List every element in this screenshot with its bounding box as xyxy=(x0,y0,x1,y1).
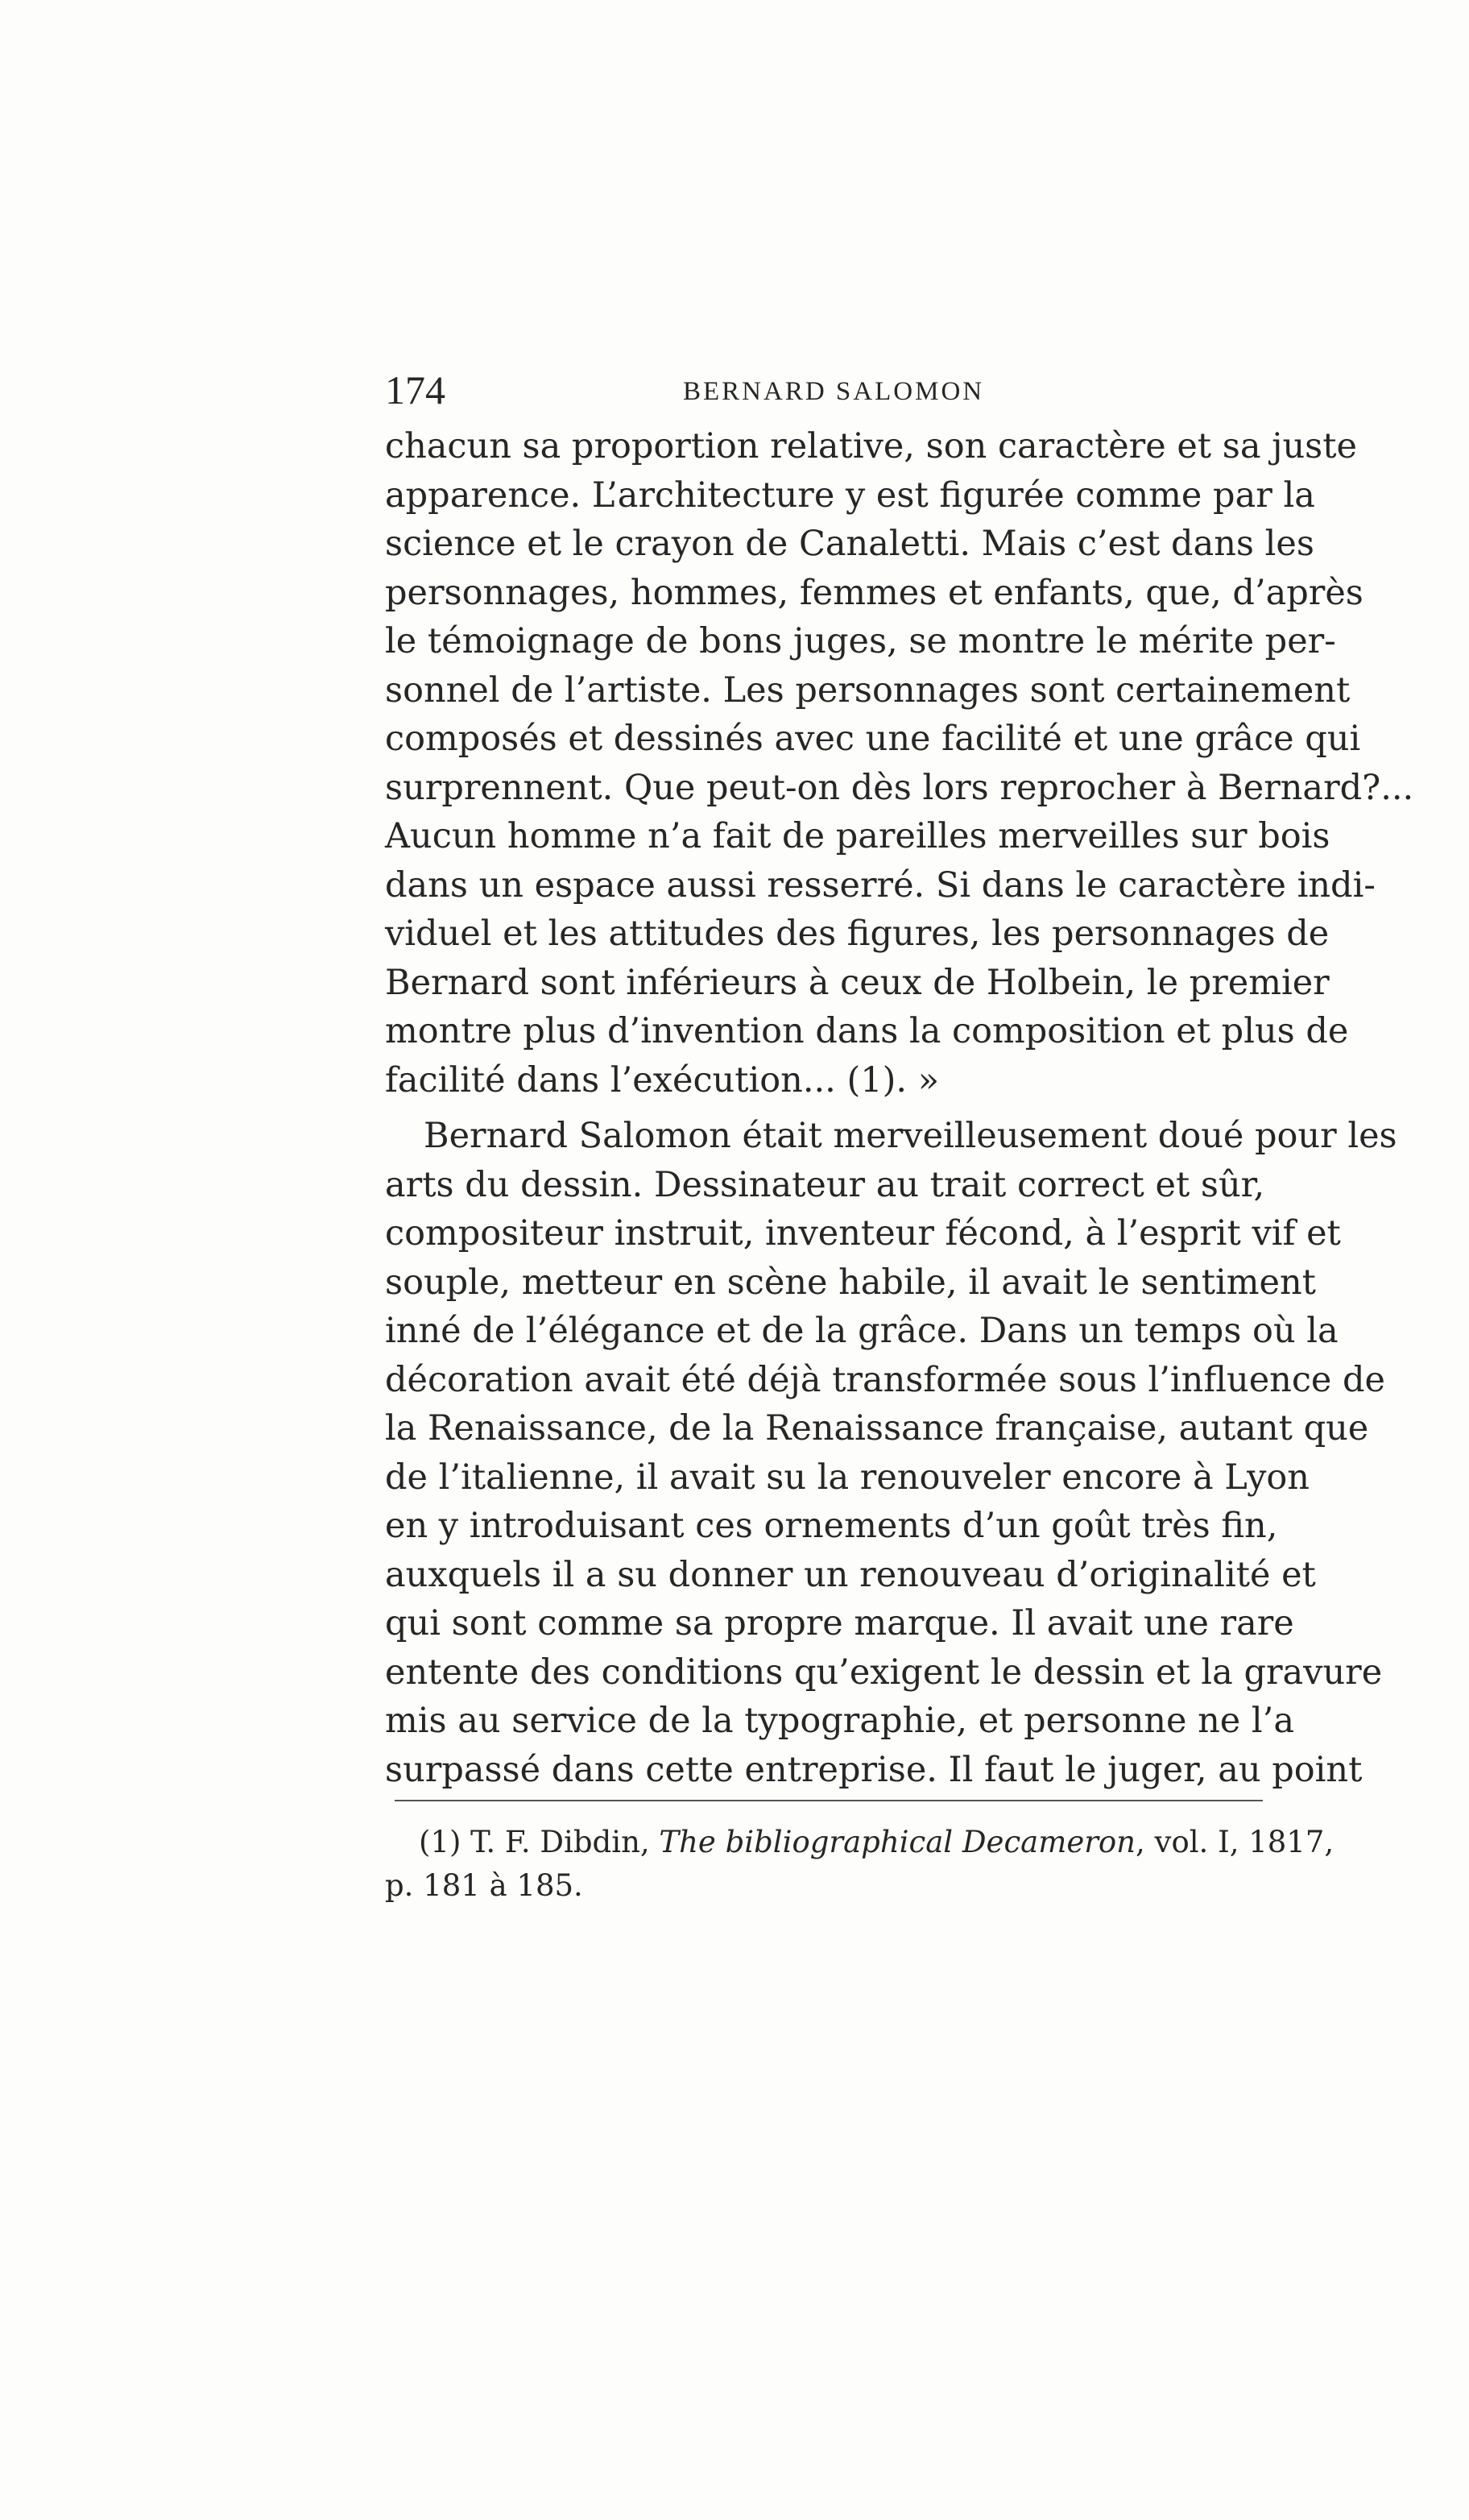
paragraph-bernard-salomon xyxy=(385,1112,1397,1794)
text-line: le témoignage de bons juges, se montre le mérite per- xyxy=(385,621,1336,661)
footnote-prefix: (1) T. F. Dibdin, xyxy=(419,1825,660,1859)
footnote-separator xyxy=(395,1800,1263,1801)
text-line: montre plus d’invention dans la composition et plus de xyxy=(385,1011,1349,1051)
footnote-book-title: The bibliographical Decameron xyxy=(659,1825,1136,1859)
text-line: dans un espace aussi resserré. Si dans le caractère indi- xyxy=(385,864,1376,906)
text-line: la Renaissance, de la Renaissance française, autant que xyxy=(385,1408,1369,1449)
text-line: souple, metteur en scène habile, il avait le sentiment xyxy=(385,1262,1316,1303)
text-line: Bernard sont inférieurs à ceux de Holbein, le premier xyxy=(385,962,1330,1003)
text-line: compositeur instruit, inventeur fécond, à l’esprit vif et xyxy=(385,1213,1341,1254)
text-line: apparence. L’architecture y est figurée comme par la xyxy=(385,475,1315,516)
text-line: décoration avait été déjà transformée sous l’influence de xyxy=(385,1359,1386,1400)
text-line: surpassé dans cette entreprise. Il faut le juger, au point xyxy=(385,1749,1363,1790)
footnote-line: p. 181 à 185. xyxy=(385,1868,583,1903)
footnote-suffix: , vol. I, 1817, xyxy=(1136,1825,1335,1859)
text-line: de l’italienne, il avait su la renouveler encore à Lyon xyxy=(385,1457,1310,1498)
text-line: composés et dessinés avec une facilité et une grâce qui xyxy=(385,719,1361,759)
page-header xyxy=(385,359,1264,416)
page-number: 174 xyxy=(385,367,445,412)
text-line: Bernard Salomon était merveilleusement doué pour les xyxy=(424,1116,1397,1156)
text-line: auxquels il a su donner un renouveau d’originalité et xyxy=(385,1554,1316,1595)
running-head: BERNARD SALOMON xyxy=(683,377,985,406)
text-line: science et le crayon de Canaletti. Mais c’est dans les xyxy=(385,524,1314,564)
paragraph-continued xyxy=(385,422,1414,1105)
text-line: entente des conditions qu’exigent le dessin et la gravure xyxy=(385,1652,1383,1693)
text-line: facilité dans l’exécution... (1). » xyxy=(385,1059,940,1100)
text-line: inné de l’élégance et de la grâce. Dans un temps où la xyxy=(385,1311,1339,1351)
text-line: sonnel de l’artiste. Les personnages sont certainement xyxy=(385,669,1351,711)
text-line: chacun sa proportion relative, son caractère et sa juste xyxy=(385,426,1357,466)
text-line: qui sont comme sa propre marque. Il avait une rare xyxy=(385,1603,1294,1643)
footnote xyxy=(385,1821,1335,1908)
footnote-line xyxy=(385,1821,1335,1864)
text-line: viduel et les attitudes des figures, les personnages de xyxy=(385,914,1330,954)
text-line: Aucun homme n’a fait de pareilles merveilles sur bois xyxy=(385,816,1330,856)
text-line: en y introduisant ces ornements d’un goût très fin, xyxy=(385,1506,1278,1546)
text-line: personnages, hommes, femmes et enfants, que, d’après xyxy=(385,572,1363,613)
text-line: surprennent. Que peut-on dès lors reprocher à Bernard?... xyxy=(385,767,1414,808)
text-line: arts du dessin. Dessinateur au trait correct et sûr, xyxy=(385,1164,1265,1205)
text-line: mis au service de la typographie, et personne ne l’a xyxy=(385,1701,1294,1741)
